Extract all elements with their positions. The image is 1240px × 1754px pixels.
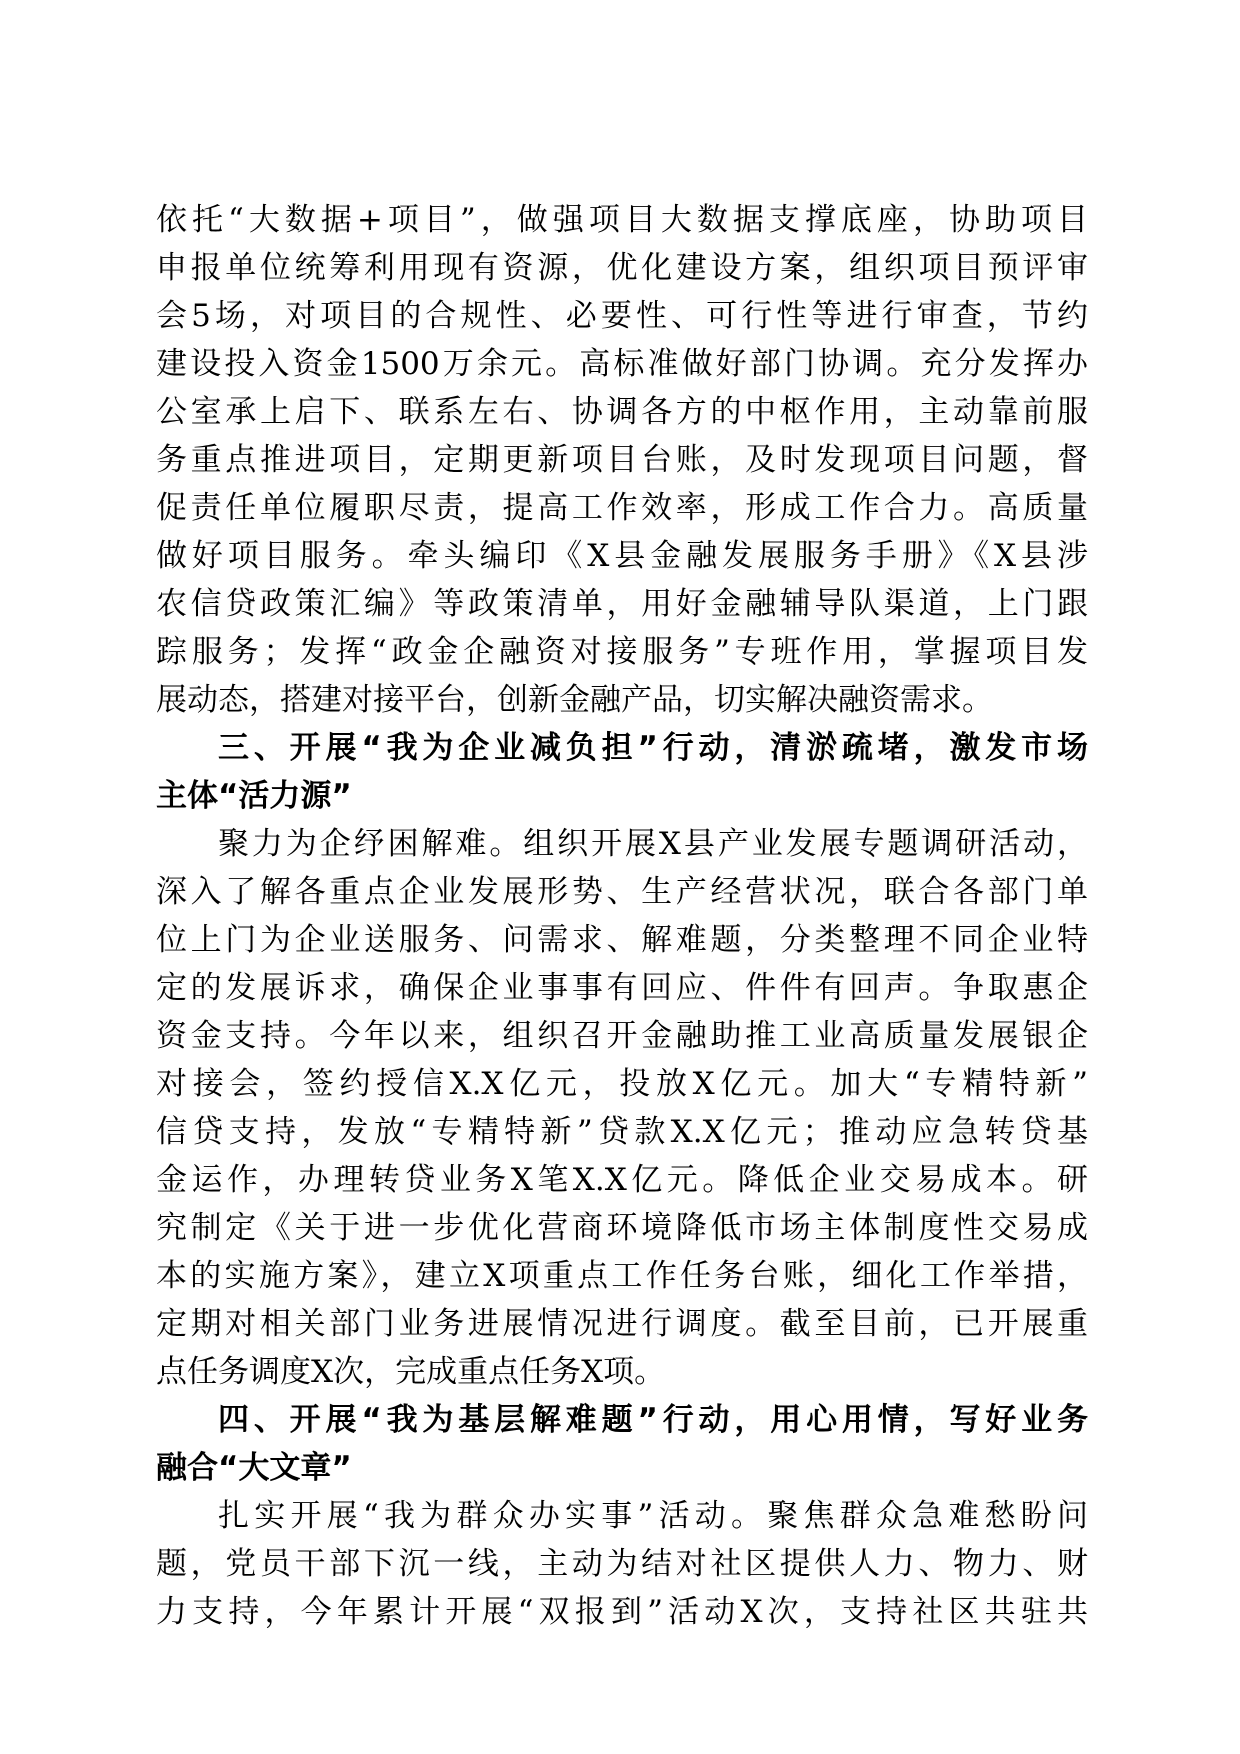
text-line: 促责任单位履职尽责，提高工作效率，形成工作合力。高质量 — [156, 490, 1088, 526]
text-line: 农信贷政策汇编》等政策清单，用好金融辅导队渠道，上门跟 — [156, 586, 1088, 622]
section-heading-four — [156, 1396, 1088, 1492]
text-line: 务重点推进项目，定期更新项目台账，及时发现项目问题，督 — [156, 442, 1088, 478]
text-line: 会5场，对项目的合规性、必要性、可行性等进行审查，节约 — [156, 298, 1088, 334]
paragraph-grassroots-services — [156, 1492, 1088, 1636]
heading-line: 融合“大文章” — [156, 1450, 352, 1486]
text-line: 题，党员干部下沉一线，主动为结对社区提供人力、物力、财 — [156, 1546, 1088, 1582]
text-line: 究制定《关于进一步优化营商环境降低市场主体制度性交易成 — [156, 1210, 1088, 1246]
text-line: 定期对相关部门业务进展情况进行调度。截至目前，已开展重 — [156, 1306, 1088, 1342]
paragraph-project-services — [156, 196, 1088, 724]
text-line: 建设投入资金1500万余元。高标准做好部门协调。充分发挥办 — [156, 346, 1088, 382]
text-line: 力支持，今年累计开展“双报到”活动X次，支持社区共驻共 — [156, 1594, 1088, 1630]
text-line: 对接会，签约授信X.X亿元，投放X亿元。加大“专精特新” — [156, 1066, 1088, 1102]
heading-line: 三、开展“我为企业减负担”行动，清淤疏堵，激发市场 — [218, 730, 1088, 766]
text-line: 公室承上启下、联系左右、协调各方的中枢作用，主动靠前服 — [156, 394, 1088, 430]
paragraph-enterprise-relief — [156, 820, 1088, 1396]
text-line: 位上门为企业送服务、问需求、解难题，分类整理不同企业特 — [156, 922, 1088, 958]
text-line: 依托“大数据+项目”，做强项目大数据支撑底座，协助项目 — [156, 202, 1088, 238]
text-line: 扎实开展“我为群众办实事”活动。聚焦群众急难愁盼问 — [218, 1498, 1088, 1534]
text-line: 聚力为企纾困解难。组织开展X县产业发展专题调研活动， — [218, 826, 1088, 862]
text-line: 点任务调度X次，完成重点任务X项。 — [156, 1354, 666, 1390]
document-body — [156, 196, 1088, 1636]
text-line: 展动态，搭建对接平台，创新金融产品，切实解决融资需求。 — [156, 682, 993, 718]
text-line: 做好项目服务。牵头编印《X县金融发展服务手册》《X县涉 — [156, 538, 1088, 574]
text-line: 信贷支持，发放“专精特新”贷款X.X亿元；推动应急转贷基 — [156, 1114, 1088, 1150]
text-line: 金运作，办理转贷业务X笔X.X亿元。降低企业交易成本。研 — [156, 1162, 1088, 1198]
section-heading-three — [156, 724, 1088, 820]
text-line: 定的发展诉求，确保企业事事有回应、件件有回声。争取惠企 — [156, 970, 1088, 1006]
text-line: 本的实施方案》，建立X项重点工作任务台账，细化工作举措， — [156, 1258, 1088, 1294]
text-line: 踪服务；发挥“政金企融资对接服务”专班作用，掌握项目发 — [156, 634, 1088, 670]
text-line: 深入了解各重点企业发展形势、生产经营状况，联合各部门单 — [156, 874, 1088, 910]
heading-line: 主体“活力源” — [156, 778, 352, 814]
text-line: 资金支持。今年以来，组织召开金融助推工业高质量发展银企 — [156, 1018, 1088, 1054]
heading-line: 四、开展“我为基层解难题”行动，用心用情，写好业务 — [218, 1402, 1088, 1438]
text-line: 申报单位统筹利用现有资源，优化建设方案，组织项目预评审 — [156, 250, 1088, 286]
